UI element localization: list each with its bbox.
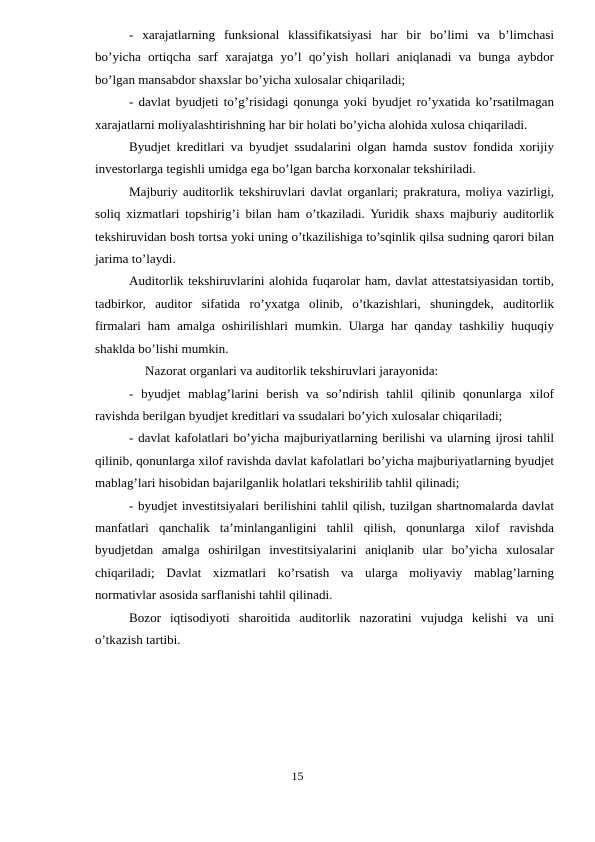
paragraph-mandatory-audits: Majburiy auditorlik tekshiruvlari davlat organlari; prakratura, moliya vazirligi, soliq xizmatlari topshirig’i bilan ham o’tkaziladi. Yuridik shaxs majburiy auditorlik tekshiruvidan bosh tortsa yoki uning o’tkazilishiga to’sqinlik qilsa sudning qarori bilan jarima to’laydi.: [95, 183, 554, 267]
paragraph-unlisted-expenses: - davlat byudjeti to’g’risidagi qonunga yoki byudjet ro’yxatida ko’rsatilmagan xarajatlarni moliyalashtirishning har bir holati bo’yicha alohida xulosa chiqariladi.: [95, 94, 554, 132]
paragraph-budget-funds: - byudjet mablag’larini berish va so’ndirish tahlil qilinib qonunlarga xilof ravishda berilgan byudjet kreditlari va ssudalari bo’yich xulosalar chiqariladi;: [95, 385, 554, 423]
paragraph-audit-performers: Auditorlik tekshiruvlarini alohida fuqarolar ham, davlat attestatsiyasidan tortib, tadbirkor, auditor sifatida ro’yxatga olinib, o’tkazishlari, shuningdek, auditorlik firmalari ham amalga oshirilishlari mumkin. Ularga har qanday tashkiliy huquqiy shaklda bo’lishi mumkin.: [95, 273, 554, 356]
paragraph-functional-classification: - xarajatlarning funksional klassifikatsiyasi har bir bo’limi va b’limchasi bo’yicha ortiqcha sarf xarajatga yo’l qo’yish hollari aniqlanadi va bunga aybdor bo’lgan mansabdor shaxslar bo’yicha xulosalar chiqariladi;: [95, 27, 554, 87]
paragraph-state-guarantees: - davlat kafolatlari bo’yicha majburiyatlarning berilishi va ularning ijrosi tahlil qilinib, qonunlarga xilof ravishda davlat kafolatlari bo’yicha majburiyatlarning byudjet mablag’lari hisobidan bajarilganlik holatlari tekshirilib tahlil qilinadi;: [95, 430, 554, 491]
page-number: 15: [291, 769, 304, 783]
body-text: [0, 24, 595, 651]
paragraph-control-process-intro: Nazorat organlari va auditorlik tekshiruvlari jarayonida:: [145, 363, 439, 379]
paragraph-budget-investments: - byudjet investitsiyalari berilishini tahlil qilish, tuzilgan shartnomalarda davlat manfatlari qanchalik ta’minlanganligini tahlil qilish, qonunlarga xilof ravishda byudjetdan amalga oshirilgan investitsiyalarini aniqlanib ular bo’yicha xulosalar chiqariladi; Davlat xizmatlari ko’rsatish va ularga moliyaviy mablag’larning normativlar asosida sarflanishi tahlil qilinadi.: [95, 497, 554, 603]
paragraph-budget-credits: Byudjet kreditlari va byudjet ssudalarini olgan hamda sustov fondida xorijiy investorlarga tegishli umidga ega bo’lgan barcha korxonalar tekshiriladi.: [95, 139, 554, 177]
paragraph-market-economy-audit: Bozor iqtisodiyoti sharoitida auditorlik nazoratini vujudga kelishi va uni o’tkazish tartibi.: [95, 609, 554, 647]
